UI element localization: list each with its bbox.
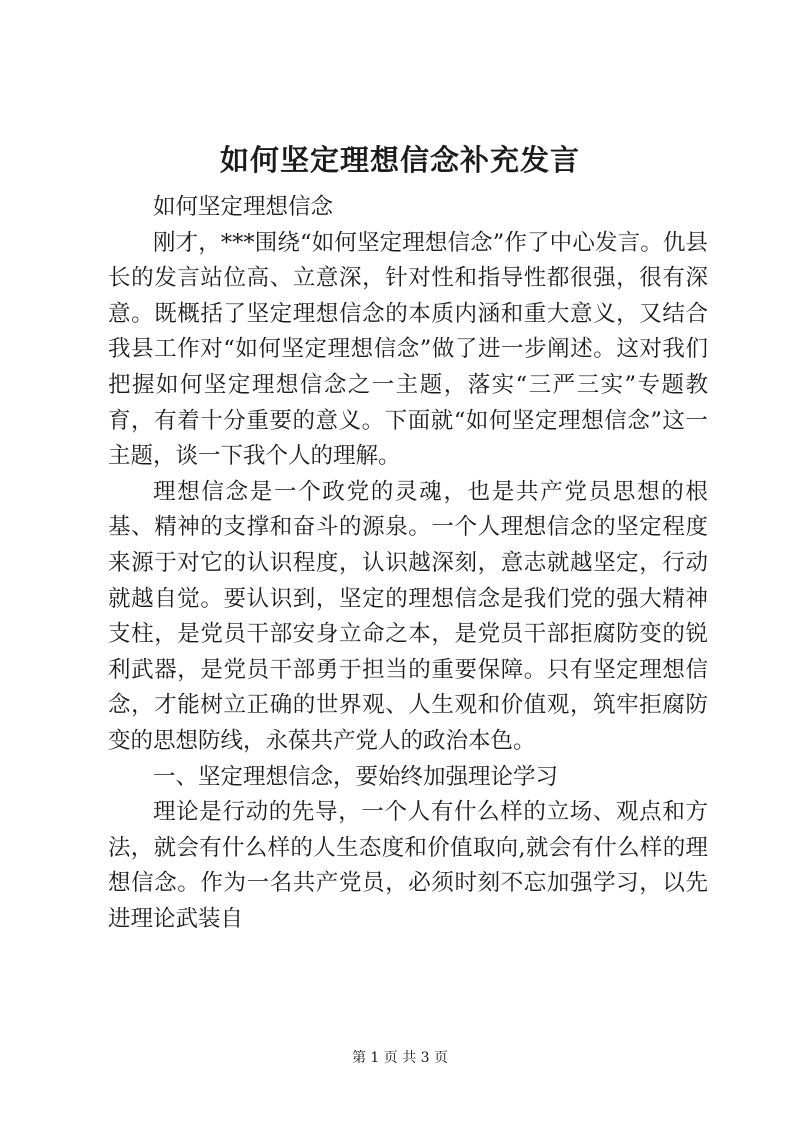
- section-heading-1: 一、坚定理想信念，要始终加强理论学习: [153, 763, 559, 790]
- page-footer: 第 1 页 共 3 页: [351, 1050, 449, 1066]
- subtitle-paragraph: 如何坚定理想信念: [153, 194, 334, 220]
- document-body: [108, 190, 708, 937]
- paragraph-theory: 理论是行动的先导，一个人有什么样的立场、观点和方法，就会有什么样的人生态度和价值取向,就会有什么样的理想信念。作为一名共产党员，必须时刻不忘加强学习，以先进理论武装自: [108, 799, 708, 932]
- paragraph-intro: 刚才，***围绕“如何坚定理想信念”作了中心发言。仇县长的发言站位高、立意深，针对性和指导性都很强，很有深意。既概括了坚定理想信念的本质内涵和重大意义，又结合我县工作对“如何坚定理想信念”做了进一步阐述。这对我们把握如何坚定理想信念之一主题，落实“三严三实”专题教育，有着十分重要的意义。下面就“如何坚定理想信念”这一主题，谈一下我个人的理解。: [108, 229, 708, 470]
- document-title: 如何坚定理想信念补充发言: [219, 143, 580, 177]
- paragraph-ideals: 理想信念是一个政党的灵魂，也是共产党员思想的根基、精神的支撑和奋斗的源泉。一个人理想信念的坚定程度来源于对它的认识程度，认识越深刻，意志就越坚定，行动就越自觉。要认识到，坚定的理想信念是我们党的强大精神支柱，是党员干部安身立命之本，是党员干部拒腐防变的锐利武器，是党员干部勇于担当的重要保障。只有坚定理想信念，才能树立正确的世界观、人生观和价值观，筑牢拒腐防变的思想防线，永葆共产党人的政治本色。: [108, 478, 708, 754]
